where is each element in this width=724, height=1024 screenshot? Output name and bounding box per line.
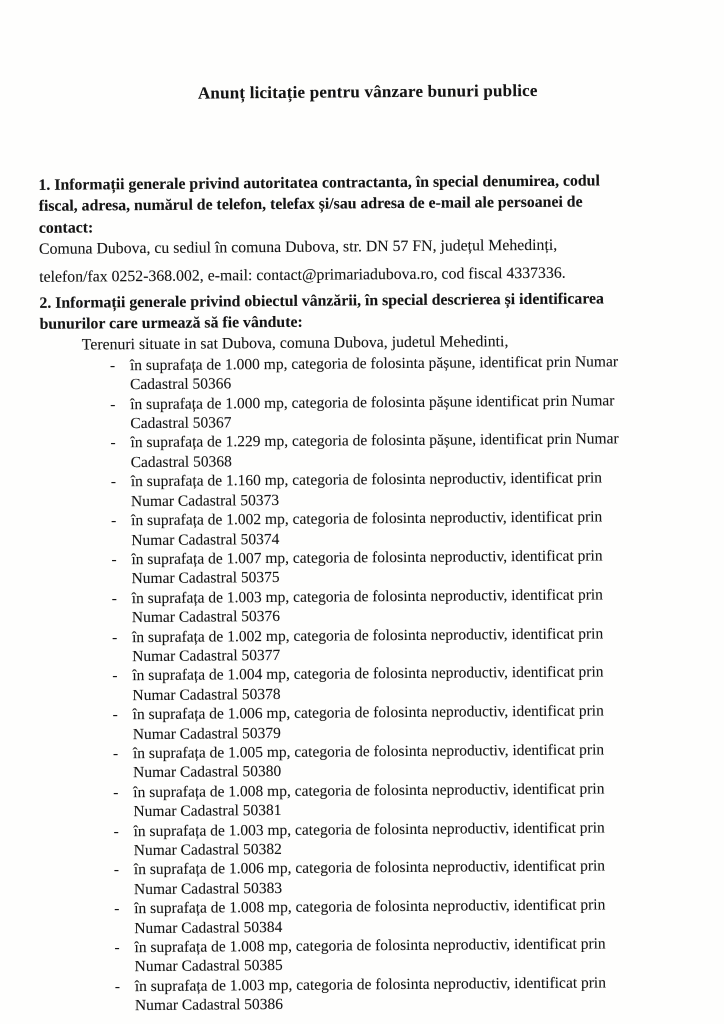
- land-parcel-list: [110, 351, 705, 1015]
- item-line-1: în suprafața de 1.002 mp, categoria de folosinta neproductiv, identificat prin: [131, 624, 604, 646]
- heading-line: contact:: [38, 219, 94, 237]
- item-line-2: Numar Cadastral 50379: [132, 724, 281, 743]
- item-line-1: în suprafața de 1.007 mp, categoria de folosinta neproductiv, identificat prin: [131, 547, 603, 569]
- document-title: Anunț licitație pentru vânzare bunuri publice: [197, 80, 538, 103]
- list-item-text: [132, 663, 603, 706]
- section-2-heading: [39, 288, 699, 336]
- item-line-2: Cadastral 50368: [130, 453, 232, 471]
- list-item: [111, 546, 701, 589]
- bullet-dash: -: [114, 939, 120, 957]
- list-item-text: [130, 352, 618, 395]
- list-item: [114, 934, 704, 977]
- contact-phone-line: telefon/fax 0252-368.002, e-mail: contact@primariadubova.ro, cod fiscal 4337336.: [39, 264, 566, 286]
- list-item-text: [133, 702, 604, 745]
- bullet-dash: -: [113, 783, 119, 802]
- list-item-text: [131, 508, 602, 551]
- list-item: [112, 584, 702, 627]
- item-line-2: Cadastral 50366: [129, 375, 232, 394]
- item-line-1: în suprafața de 1.000 mp, categoria de folosinta pășune identificat prin Numar: [130, 391, 615, 413]
- list-item: [111, 468, 701, 511]
- item-line-2: Numar Cadastral 50386: [134, 996, 284, 1015]
- item-line-1: în suprafața de 1.003 mp, categoria de folosinta neproductiv, identificat prin: [131, 586, 603, 607]
- item-line-2: Numar Cadastral 50384: [134, 918, 283, 937]
- list-item-text: [132, 585, 603, 628]
- list-item: [114, 856, 704, 899]
- list-item: [110, 429, 700, 472]
- bullet-dash: -: [109, 357, 116, 375]
- list-item-text: [134, 857, 605, 900]
- item-line-1: în suprafața de 1.229 mp, categoria de folosinta pășune, identificat prin Numar: [130, 430, 619, 452]
- heading-line: fiscal, adresa, numărul de telefon, telefax și/sau adresa de e-mail ale persoanei de: [38, 193, 583, 216]
- item-line-2: Numar Cadastral 50378: [132, 685, 281, 704]
- item-line-1: în suprafața de 1.002 mp, categoria de folosinta neproductiv, identificat prin: [131, 508, 603, 530]
- item-line-2: Numar Cadastral 50373: [130, 491, 280, 510]
- list-item-text: [133, 740, 604, 783]
- heading-line: 1. Informații generale privind autoritatea contractanta, în special denumirea, codul: [38, 172, 600, 194]
- list-item: [113, 817, 703, 860]
- bullet-dash: -: [110, 395, 116, 413]
- item-line-2: Numar Cadastral 50382: [133, 840, 282, 860]
- list-item: [110, 351, 700, 394]
- list-item-text: [134, 896, 605, 939]
- list-item-text: [133, 818, 604, 861]
- section-2-intro: Terenuri situate in sat Dubova, comuna Dubova, judetul Mehedinti,: [81, 332, 509, 354]
- item-line-2: Numar Cadastral 50376: [131, 608, 281, 627]
- section-1: [38, 170, 699, 288]
- bullet-dash: -: [113, 822, 119, 840]
- bullet-dash: -: [111, 551, 117, 569]
- bullet-dash: -: [111, 628, 118, 646]
- list-item-text: [133, 779, 604, 822]
- item-line-1: în suprafața de 1.005 mp, categoria de folosinta neproductiv, identificat prin: [132, 741, 605, 763]
- bullet-dash: -: [114, 900, 120, 918]
- list-item: [113, 740, 703, 783]
- list-item-text: [131, 469, 602, 512]
- list-item: [113, 778, 703, 821]
- item-line-1: în suprafața de 1.006 mp, categoria de folosinta neproductiv, identificat prin: [132, 702, 604, 724]
- bullet-dash: -: [112, 667, 118, 685]
- list-item: [110, 390, 700, 433]
- heading-line: bunurilor care urmează să fie vândute:: [39, 314, 303, 334]
- item-line-1: în suprafața de 1.000 mp, categoria de folosinta pășune, identificat prin Numar: [129, 353, 619, 374]
- list-item: [112, 623, 702, 666]
- list-item: [112, 662, 702, 705]
- list-item-text: [131, 546, 602, 589]
- item-line-2: Numar Cadastral 50377: [132, 646, 281, 666]
- item-line-1: în suprafața de 1.004 mp, categoria de folosinta neproductiv, identificat prin: [132, 663, 604, 685]
- contact-address-line: Comuna Dubova, cu sediul în comuna Dubova, str. DN 57 FN, județul Mehedinți,: [38, 236, 558, 259]
- bullet-dash: -: [113, 861, 120, 879]
- bullet-dash: -: [112, 706, 118, 724]
- list-item: [114, 895, 704, 938]
- item-line-1: în suprafața de 1.008 mp, categoria de folosinta neproductiv, identificat prin: [133, 780, 605, 801]
- item-line-2: Numar Cadastral 50381: [133, 802, 282, 821]
- list-item-text: [135, 973, 606, 1016]
- item-line-1: în suprafața de 1.003 mp, categoria de folosinta neproductiv, identificat prin: [133, 818, 605, 840]
- bullet-dash: -: [110, 473, 117, 491]
- bullet-dash: -: [111, 589, 117, 607]
- item-line-2: Cadastral 50367: [130, 414, 232, 433]
- list-item: [115, 972, 705, 1015]
- item-line-1: în suprafața de 1.006 mp, categoria de folosinta neproductiv, identificat prin: [133, 857, 606, 879]
- list-item: [111, 507, 701, 550]
- list-item: [113, 701, 703, 744]
- item-line-2: Numar Cadastral 50374: [131, 530, 280, 549]
- item-line-1: în suprafața de 1.003 mp, categoria de folosinta neproductiv, identificat prin: [134, 974, 607, 995]
- bullet-dash: -: [111, 512, 117, 530]
- item-line-1: în suprafața de 1.160 mp, categoria de folosinta neproductiv, identificat prin: [130, 469, 603, 491]
- item-line-2: Numar Cadastral 50385: [134, 957, 283, 976]
- list-item-text: [134, 934, 605, 977]
- list-item-text: [130, 391, 615, 434]
- bullet-dash: -: [110, 434, 116, 452]
- item-line-2: Numar Cadastral 50375: [131, 569, 280, 588]
- section-2: [39, 288, 705, 1017]
- item-line-2: Numar Cadastral 50380: [133, 763, 282, 782]
- list-item-text: [132, 624, 603, 667]
- bullet-dash: -: [114, 978, 121, 996]
- heading-line: 2. Informații generale privind obiectul vânzării, în special descrierea și identificarea: [39, 290, 604, 312]
- section-1-heading: [38, 170, 698, 239]
- item-line-2: Numar Cadastral 50383: [133, 879, 283, 898]
- bullet-dash: -: [112, 745, 119, 763]
- item-line-1: în suprafața de 1.008 mp, categoria de folosinta neproductiv, identificat prin: [134, 935, 606, 957]
- list-item-text: [130, 430, 618, 473]
- item-line-1: în suprafața de 1.008 mp, categoria de folosinta neproductiv, identificat prin: [134, 896, 606, 918]
